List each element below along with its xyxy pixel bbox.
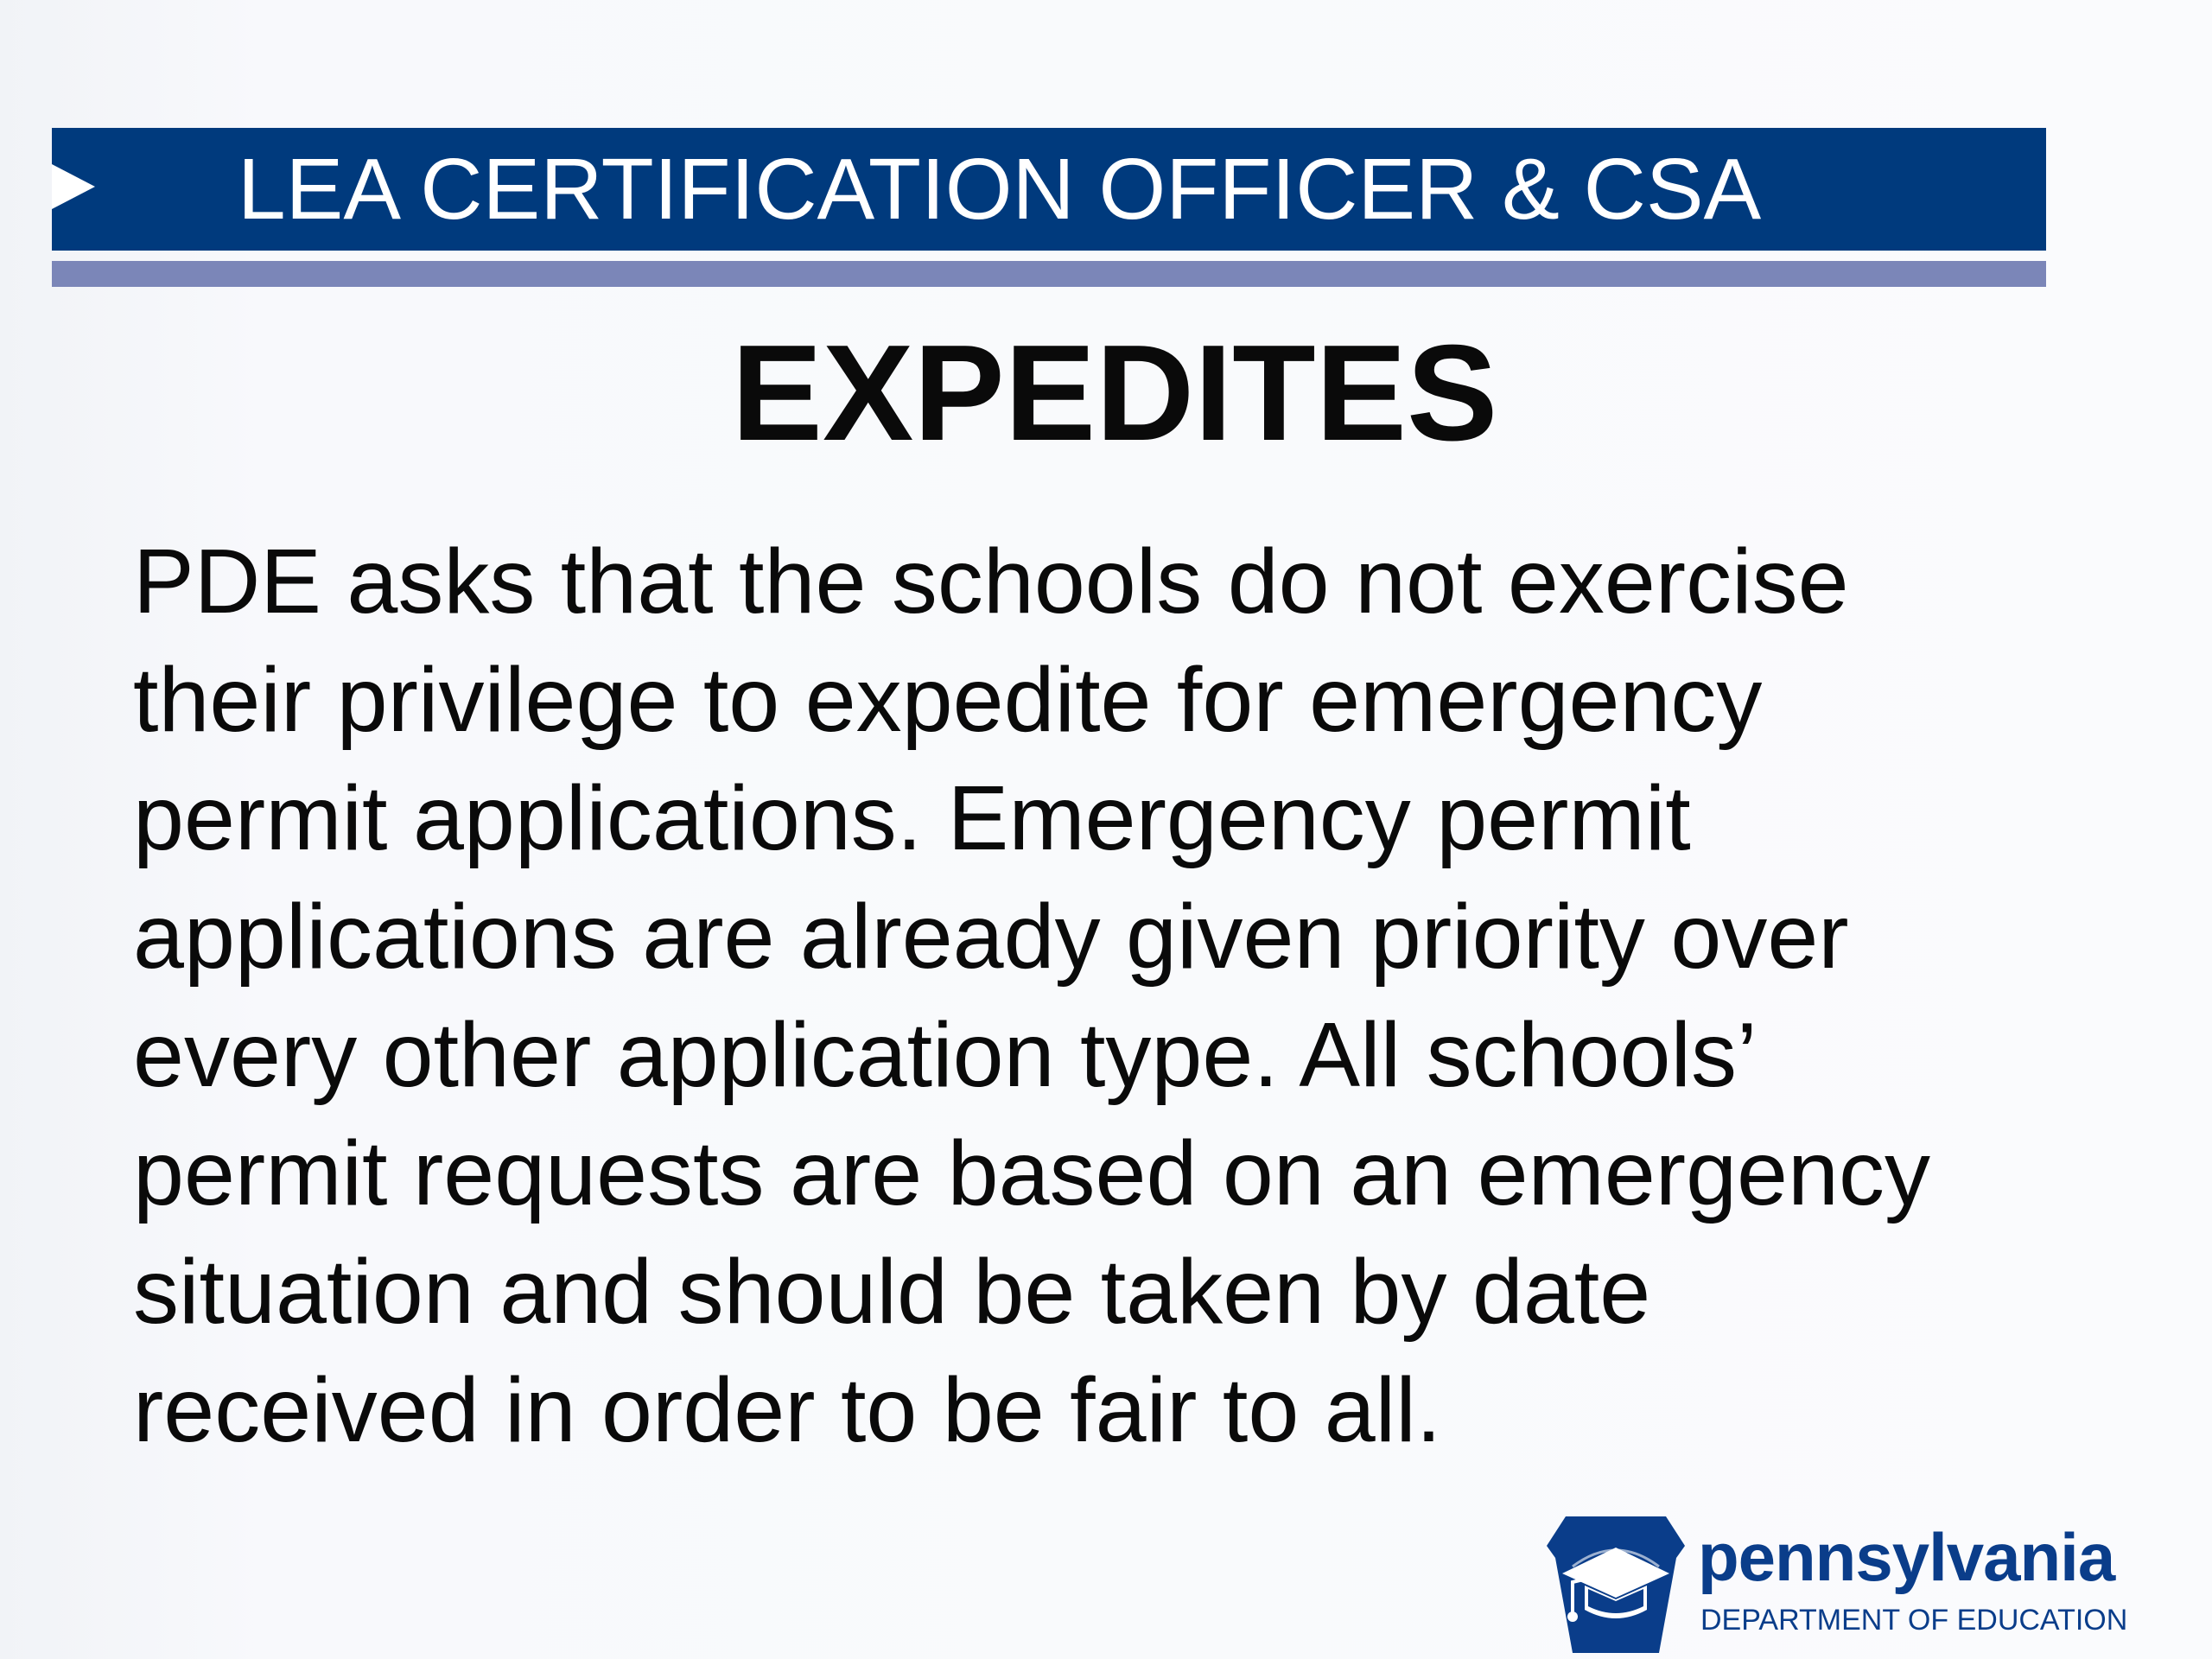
header-underline xyxy=(52,261,2046,287)
header-title: LEA CERTIFICATION OFFICER & CSA xyxy=(238,141,1762,238)
keystone-graduation-cap-icon xyxy=(1547,1516,1685,1653)
logo-wordmark: pennsylvania xyxy=(1698,1519,2115,1595)
header-arrow-icon xyxy=(52,164,95,209)
logo-department: DEPARTMENT OF EDUCATION xyxy=(1700,1604,2128,1637)
slide-title: EXPEDITES xyxy=(731,317,1498,469)
pde-logo xyxy=(1547,1516,2128,1655)
slide-body-text: PDE asks that the schools do not exercise their privilege to expedite for emergency permit applications. Emergency permit applications are already given priority over every other application type. All schools’ permit requests are based on an emergency situation and should be taken by date received in order to be fair to all. xyxy=(133,531,1930,1461)
